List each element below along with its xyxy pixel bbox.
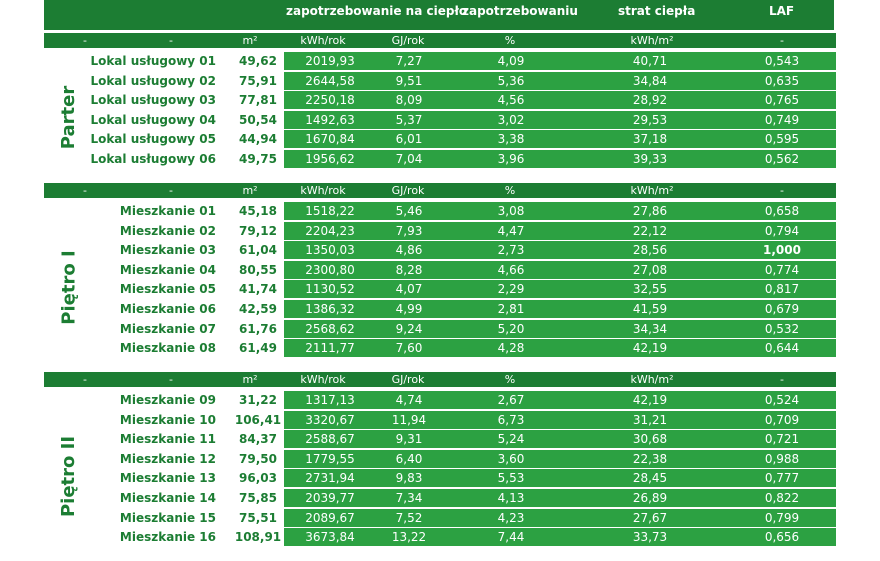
table-row: Lokal usługowy 04 50,54 1492,63 5,37 3,02 29,53 0,749: [44, 111, 836, 129]
header-wskaznik-strat: strat ciepła: [618, 4, 696, 18]
cell-laf: 0,721: [764, 432, 800, 447]
values-bar: [284, 91, 836, 109]
cell-kwh: 1670,84: [305, 132, 355, 147]
unit-label: kWh/rok: [300, 34, 346, 47]
cell-kwh: 2019,93: [305, 54, 355, 68]
cell-loss: 29,53: [632, 112, 668, 127]
values-bar: [284, 241, 836, 259]
cell-pct: 4,47: [497, 223, 525, 238]
cell-kwh: 2204,23: [305, 223, 355, 238]
unit-label: m²: [242, 34, 258, 47]
cell-gj: 9,83: [395, 471, 423, 486]
cell-loss: 32,55: [632, 282, 668, 297]
values-bar: [284, 150, 836, 168]
unit-name: Mieszkanie 11: [119, 432, 216, 447]
cell-gj: 9,31: [395, 432, 423, 447]
values-bar: [284, 528, 836, 546]
cell-laf: 0,817: [764, 282, 800, 297]
values-bar: [284, 450, 836, 468]
unit-name: Mieszkanie 14: [119, 491, 216, 505]
unit-label: -: [169, 373, 173, 386]
cell-kwh: 1779,55: [305, 451, 355, 466]
values-bar: [284, 411, 836, 429]
unit-name: Mieszkanie 13: [119, 471, 216, 486]
cell-kwh: 2588,67: [305, 432, 355, 447]
unit-name: Mieszkanie 12: [119, 451, 216, 466]
floor-label: Piętro I: [58, 249, 80, 325]
cell-pct: 4,23: [497, 510, 525, 525]
cell-laf: 0,679: [764, 302, 800, 316]
unit-name: Lokal usługowy 03: [90, 93, 216, 108]
cell-gj: 4,07: [395, 282, 423, 297]
cell-laf: 0,794: [764, 223, 800, 238]
table-row: Mieszkanie 09 31,22 1317,13 4,74 2,67 42,19 0,524: [44, 391, 836, 409]
cell-loss: 28,92: [632, 93, 668, 108]
unit-label: -: [780, 34, 784, 47]
values-bar: [284, 339, 836, 357]
cell-gj: 8,09: [395, 93, 423, 108]
cell-laf: 0,595: [764, 132, 800, 147]
table-row: Mieszkanie 14 75,85 2039,77 7,34 4,13 26,89 0,822: [44, 489, 836, 507]
units-row: [44, 33, 836, 48]
table-row: Mieszkanie 15 75,51 2089,67 7,52 4,23 27,67 0,799: [44, 509, 836, 527]
cell-gj: 7,34: [395, 491, 423, 505]
unit-label: -: [780, 184, 784, 197]
table-header: [44, 0, 834, 30]
cell-gj: 5,46: [395, 204, 423, 218]
cell-laf: 0,543: [764, 54, 800, 68]
unit-name: Mieszkanie 07: [119, 321, 216, 336]
table-row: Mieszkanie 06 42,59 1386,32 4,99 2,81 41,59 0,679: [44, 300, 836, 318]
cell-pct: 5,36: [497, 73, 525, 88]
table-row: Lokal usługowy 03 77,81 2250,18 8,09 4,56 28,92 0,765: [44, 91, 836, 109]
values-bar: [284, 72, 836, 90]
unit-name: Mieszkanie 05: [119, 282, 216, 297]
unit-name: Mieszkanie 02: [119, 223, 216, 238]
values-bar: [284, 202, 836, 220]
cell-laf: 0,635: [764, 73, 800, 88]
cell-loss: 28,45: [632, 471, 668, 486]
unit-name: Mieszkanie 08: [119, 341, 216, 356]
cell-loss: 31,21: [632, 412, 668, 427]
cell-gj: 7,27: [395, 54, 423, 68]
values-bar: [284, 469, 836, 487]
table-row: Mieszkanie 12 79,50 1779,55 6,40 3,60 22,38 0,988: [44, 450, 836, 468]
cell-loss: 37,18: [632, 132, 668, 147]
unit-label: -: [780, 373, 784, 386]
cell-loss: 33,73: [632, 530, 668, 545]
cell-pct: 5,20: [497, 321, 525, 336]
table-row: Lokal usługowy 06 49,75 1956,62 7,04 3,96 39,33 0,562: [44, 150, 836, 168]
units-row: [44, 372, 836, 387]
cell-gj: 6,40: [395, 451, 423, 466]
unit-label: m²: [242, 184, 258, 197]
cell-loss: 42,19: [632, 341, 668, 356]
values-bar: [284, 222, 836, 240]
values-bar: [284, 320, 836, 338]
unit-name: Mieszkanie 01: [119, 204, 216, 218]
header-zapotrzebowanie: zapotrzebowanie na ciepło: [286, 4, 468, 18]
cell-gj: 4,99: [395, 302, 423, 316]
cell-pct: 3,60: [497, 451, 525, 466]
unit-label: -: [169, 184, 173, 197]
cell-pct: 4,13: [497, 491, 525, 505]
table-row: Mieszkanie 02 79,12 2204,23 7,93 4,47 22,12 0,794: [44, 222, 836, 240]
cell-loss: 28,56: [632, 243, 668, 258]
cell-kwh: 1386,32: [305, 302, 355, 316]
cell-pct: 2,73: [497, 243, 525, 258]
cell-pct: 3,08: [497, 204, 525, 218]
cell-loss: 34,84: [632, 73, 668, 88]
table-row: Mieszkanie 07 61,76 2568,62 9,24 5,20 34,34 0,532: [44, 320, 836, 338]
cell-laf: 1,000: [763, 243, 801, 258]
cell-laf: 0,656: [764, 530, 800, 545]
cell-laf: 0,822: [764, 491, 800, 505]
unit-label: GJ/rok: [391, 373, 425, 386]
cell-gj: 6,01: [395, 132, 423, 147]
table-row: Mieszkanie 11 84,37 2588,67 9,31 5,24 30,68 0,721: [44, 430, 836, 448]
cell-pct: 4,56: [497, 93, 525, 108]
cell-gj: 7,93: [395, 223, 423, 238]
values-bar: [284, 509, 836, 527]
table-row: Mieszkanie 16 108,91 3673,84 13,22 7,44 33,73 0,656: [44, 528, 836, 546]
cell-laf: 0,777: [764, 471, 800, 486]
table-row: Mieszkanie 08 61,49 2111,77 7,60 4,28 42,19 0,644: [44, 339, 836, 357]
unit-name: Lokal usługowy 05: [90, 132, 216, 147]
cell-kwh: 2300,80: [305, 262, 355, 277]
cell-pct: 3,38: [497, 132, 525, 147]
cell-laf: 0,658: [764, 204, 800, 218]
header-laf: LAF: [769, 4, 795, 18]
cell-gj: 9,51: [395, 73, 423, 88]
cell-pct: 3,96: [497, 152, 525, 166]
cell-laf: 0,749: [764, 112, 800, 127]
cell-kwh: 2644,58: [305, 73, 355, 88]
table-row: Mieszkanie 10 106,41 3320,67 11,94 6,73 31,21 0,709: [44, 411, 836, 429]
unit-label: %: [504, 184, 516, 197]
cell-pct: 2,81: [497, 302, 525, 316]
unit-label: -: [83, 373, 87, 386]
unit-label: -: [169, 34, 173, 47]
cell-kwh: 1492,63: [305, 112, 355, 127]
cell-pct: 6,73: [497, 412, 525, 427]
unit-label: kWh/m²: [630, 373, 674, 386]
cell-loss: 41,59: [632, 302, 668, 316]
unit-label: GJ/rok: [391, 34, 425, 47]
unit-name: Lokal usługowy 02: [90, 73, 216, 88]
unit-name: Lokal usługowy 04: [90, 112, 216, 127]
cell-gj: 7,52: [395, 510, 423, 525]
table-row: Mieszkanie 01 45,18 1518,22 5,46 3,08 27,86 0,658: [44, 202, 836, 220]
table-row: Mieszkanie 13 96,03 2731,94 9,83 5,53 28,45 0,777: [44, 469, 836, 487]
cell-laf: 0,765: [764, 93, 800, 108]
unit-name: Mieszkanie 15: [119, 510, 216, 525]
values-bar: [284, 261, 836, 279]
header-udzial: zapotrzebowaniu: [462, 4, 578, 18]
values-bar: [284, 130, 836, 148]
cell-kwh: 2111,77: [305, 341, 355, 356]
cell-gj: 11,94: [391, 412, 427, 427]
cell-kwh: 1317,13: [305, 393, 355, 407]
values-bar: [284, 489, 836, 507]
table-row: Lokal usługowy 02 75,91 2644,58 9,51 5,36 34,84 0,635: [44, 72, 836, 90]
unit-name: Lokal usługowy 01: [90, 54, 216, 68]
cell-pct: 2,29: [497, 282, 525, 297]
cell-kwh: 3320,67: [305, 412, 355, 427]
unit-name: Mieszkanie 16: [119, 530, 216, 545]
unit-name: Mieszkanie 04: [119, 262, 216, 277]
units-row: [44, 183, 836, 198]
cell-kwh: 2039,77: [305, 491, 355, 505]
unit-name: Lokal usługowy 06: [90, 152, 216, 166]
unit-label: GJ/rok: [391, 184, 425, 197]
cell-kwh: 1518,22: [305, 204, 355, 218]
floor-label: Piętro II: [58, 435, 80, 517]
unit-label: kWh/rok: [300, 373, 346, 386]
unit-name: Mieszkanie 10: [119, 412, 216, 427]
cell-loss: 22,38: [632, 451, 668, 466]
cell-kwh: 1130,52: [305, 282, 355, 297]
values-bar: [284, 280, 836, 298]
cell-gj: 9,24: [395, 321, 423, 336]
cell-pct: 4,09: [497, 54, 525, 68]
unit-name: Mieszkanie 06: [119, 302, 216, 316]
values-bar: [284, 52, 836, 70]
cell-kwh: 1956,62: [305, 152, 355, 166]
cell-pct: 5,24: [497, 432, 525, 447]
unit-label: kWh/m²: [630, 184, 674, 197]
cell-kwh: 2250,18: [305, 93, 355, 108]
unit-label: %: [504, 373, 516, 386]
cell-loss: 27,86: [632, 204, 668, 218]
unit-label: -: [83, 184, 87, 197]
cell-laf: 0,774: [764, 262, 800, 277]
cell-gj: 4,86: [395, 243, 423, 258]
values-bar: [284, 300, 836, 318]
values-bar: [284, 430, 836, 448]
unit-name: Mieszkanie 09: [119, 393, 216, 407]
cell-kwh: 3673,84: [305, 530, 355, 545]
cell-loss: 30,68: [632, 432, 668, 447]
cell-loss: 22,12: [632, 223, 668, 238]
unit-label: -: [83, 34, 87, 47]
cell-laf: 0,532: [764, 321, 800, 336]
cell-laf: 0,644: [764, 341, 800, 356]
floor-label: Parter: [58, 85, 80, 149]
cell-gj: 7,60: [395, 341, 423, 356]
cell-laf: 0,524: [764, 393, 800, 407]
cell-loss: 42,19: [632, 393, 668, 407]
unit-label: m²: [242, 373, 258, 386]
cell-loss: 27,08: [632, 262, 668, 277]
cell-gj: 4,74: [395, 393, 423, 407]
cell-loss: 34,34: [632, 321, 668, 336]
values-bar: [284, 391, 836, 409]
cell-loss: 26,89: [632, 491, 668, 505]
cell-laf: 0,988: [764, 451, 800, 466]
cell-pct: 4,28: [497, 341, 525, 356]
table-row: Mieszkanie 03 61,04 1350,03 4,86 2,73 28,56 1,000: [44, 241, 836, 259]
cell-pct: 5,53: [497, 471, 525, 486]
cell-loss: 39,33: [632, 152, 668, 166]
cell-loss: 27,67: [632, 510, 668, 525]
cell-pct: 3,02: [497, 112, 525, 127]
cell-gj: 8,28: [395, 262, 423, 277]
table-row: Lokal usługowy 05 44,94 1670,84 6,01 3,38 37,18 0,595: [44, 130, 836, 148]
cell-laf: 0,562: [764, 152, 800, 166]
unit-name: Mieszkanie 03: [119, 243, 216, 258]
unit-label: kWh/rok: [300, 184, 346, 197]
cell-pct: 7,44: [497, 530, 525, 545]
values-bar: [284, 111, 836, 129]
table-row: Lokal usługowy 01 49,62 2019,93 7,27 4,09 40,71 0,543: [44, 52, 836, 70]
table-row: Mieszkanie 04 80,55 2300,80 8,28 4,66 27,08 0,774: [44, 261, 836, 279]
cell-pct: 4,66: [497, 262, 525, 277]
cell-gj: 7,04: [395, 152, 423, 166]
cell-laf: 0,799: [764, 510, 800, 525]
cell-kwh: 2731,94: [305, 471, 355, 486]
cell-loss: 40,71: [632, 54, 668, 68]
cell-kwh: 1350,03: [305, 243, 355, 258]
unit-label: %: [504, 34, 516, 47]
unit-label: kWh/m²: [630, 34, 674, 47]
cell-kwh: 2568,62: [305, 321, 355, 336]
cell-pct: 2,67: [497, 393, 525, 407]
table-row: Mieszkanie 05 41,74 1130,52 4,07 2,29 32,55 0,817: [44, 280, 836, 298]
cell-gj: 13,22: [391, 530, 427, 545]
cell-laf: 0,709: [764, 412, 800, 427]
cell-gj: 5,37: [395, 112, 423, 127]
cell-kwh: 2089,67: [305, 510, 355, 525]
